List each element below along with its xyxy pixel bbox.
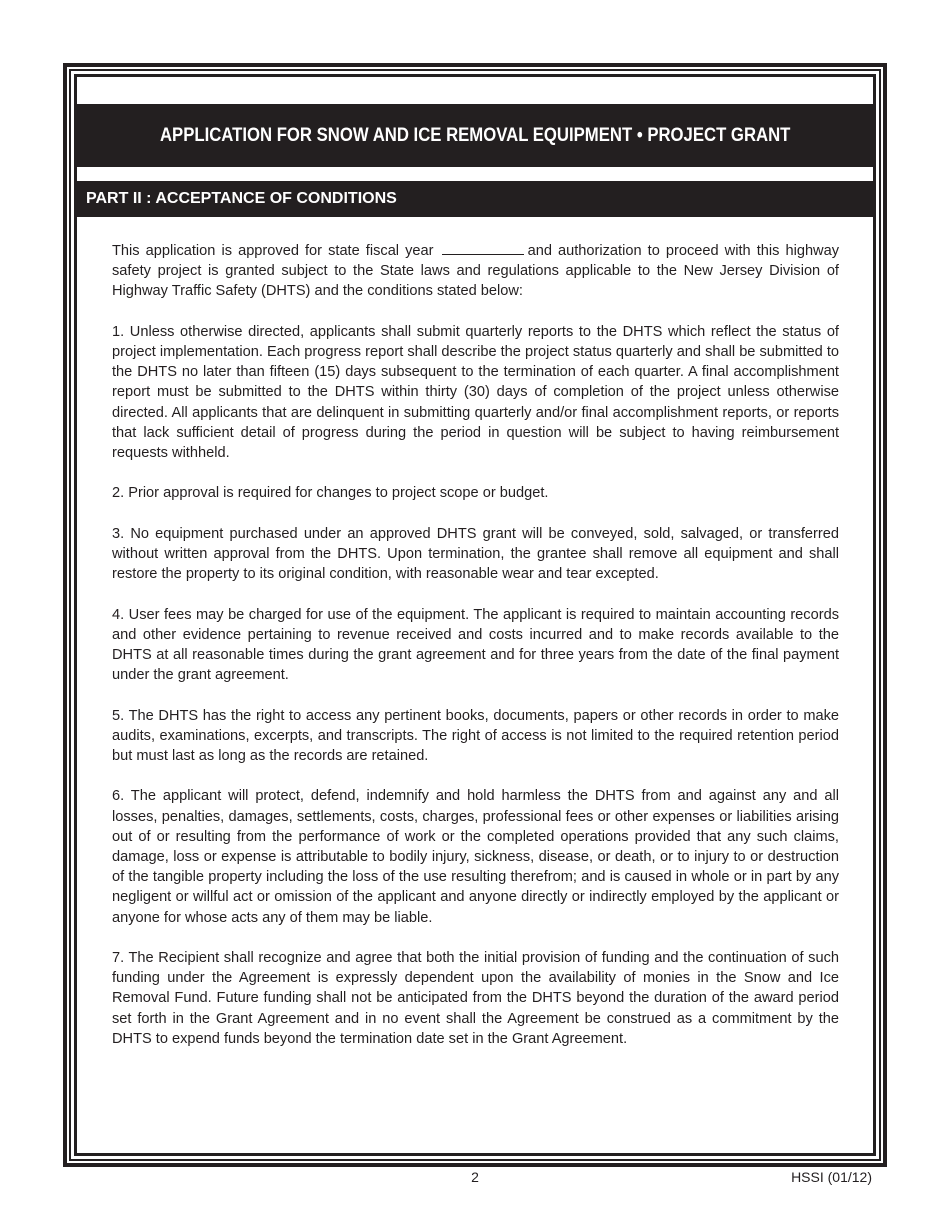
intro-text-after: and authorization to proceed with this highway safety project is granted subject to the State laws and regulations applicable to the New Jersey Division of Highway Traffic Safety (DHTS) and the conditions stated below:: [112, 243, 840, 300]
condition-7: 7. The Recipient shall recognize and agree that both the initial provision of funding and the continuation of such funding under the Agreement is expressly dependent upon the availability of monies in the Snow and Ice Removal Fund. Future funding shall not be anticipated from the DHTS beyond the duration of the award period set forth in the Grant Agreement and in no event shall the Agreement be construed as a commitment by the DHTS to expend funds beyond the termination date set in the Grant Agreement.: [112, 950, 839, 1047]
condition-2: 2. Prior approval is required for changes to project scope or budget.: [112, 485, 549, 502]
form-title: APPLICATION FOR SNOW AND ICE REMOVAL EQUIPMENT • PROJECT GRANT: [159, 124, 791, 146]
section-header-banner: [77, 181, 873, 217]
fiscal-year-blank-field[interactable]: [442, 240, 524, 255]
form-code: HSSI (01/12): [791, 1169, 872, 1185]
intro-paragraph: [112, 240, 839, 302]
condition-5: 5. The DHTS has the right to access any pertinent books, documents, papers or other records in order to make audits, examinations, excerpts, and transcripts. The right of access is not limited to the required retention period but must last as long as the records are retained.: [112, 707, 839, 764]
condition-3: 3. No equipment purchased under an approved DHTS grant will be conveyed, sold, salvaged, or transferred without written approval from the DHTS. Upon termination, the grantee shall remove all equipment and shall restore the property to its original condition, with reasonable wear and tear excepted.: [112, 525, 839, 583]
section-title: PART II : ACCEPTANCE OF CONDITIONS: [86, 190, 397, 207]
form-title-banner: [77, 104, 873, 167]
intro-text-before: This application is approved for state fiscal year: [112, 243, 434, 259]
condition-1: 1. Unless otherwise directed, applicants shall submit quarterly reports to the DHTS which reflect the status of project implementation. Each progress report shall describe the project status quarterly and shall be submitted to the DHTS no later than fifteen (15) days subsequent to the termination of each quarter. A final accomplishment report must be submitted to the DHTS within thirty (30) days of completion of the project unless otherwise directed. All applicants that are delinquent in submitting quarterly and/or final accomplishment reports, or reports that lack sufficient detail of progress during the period in question will be subject to having reimbursement requests withheld.: [112, 323, 839, 462]
conditions-body: [112, 240, 839, 1069]
condition-4: 4. User fees may be charged for use of the equipment. The applicant is required to maintain accounting records and other evidence pertaining to revenue received and costs incurred and to make records available to the DHTS at all reasonable times during the grant agreement and for three years from the date of the final payment under the grant agreement.: [112, 606, 839, 684]
condition-6: 6. The applicant will protect, defend, indemnify and hold harmless the DHTS from and against any and all losses, penalties, damages, settlements, costs, charges, professional fees or other expenses or liabilities arising out of or resulting from the performance of work or the completed operations provided that any such claims, damage, loss or expense is attributable to bodily injury, sickness, disease, or death, or to injury to or destruction of the tangible property including the loss of the use resulting therefrom; and is caused in whole or in part by any negligent or willful act or omission of the applicant and anyone directly or indirectly employed by the applicant or anyone for whose acts any of them may be liable.: [112, 788, 839, 926]
page-number: 2: [471, 1169, 479, 1185]
